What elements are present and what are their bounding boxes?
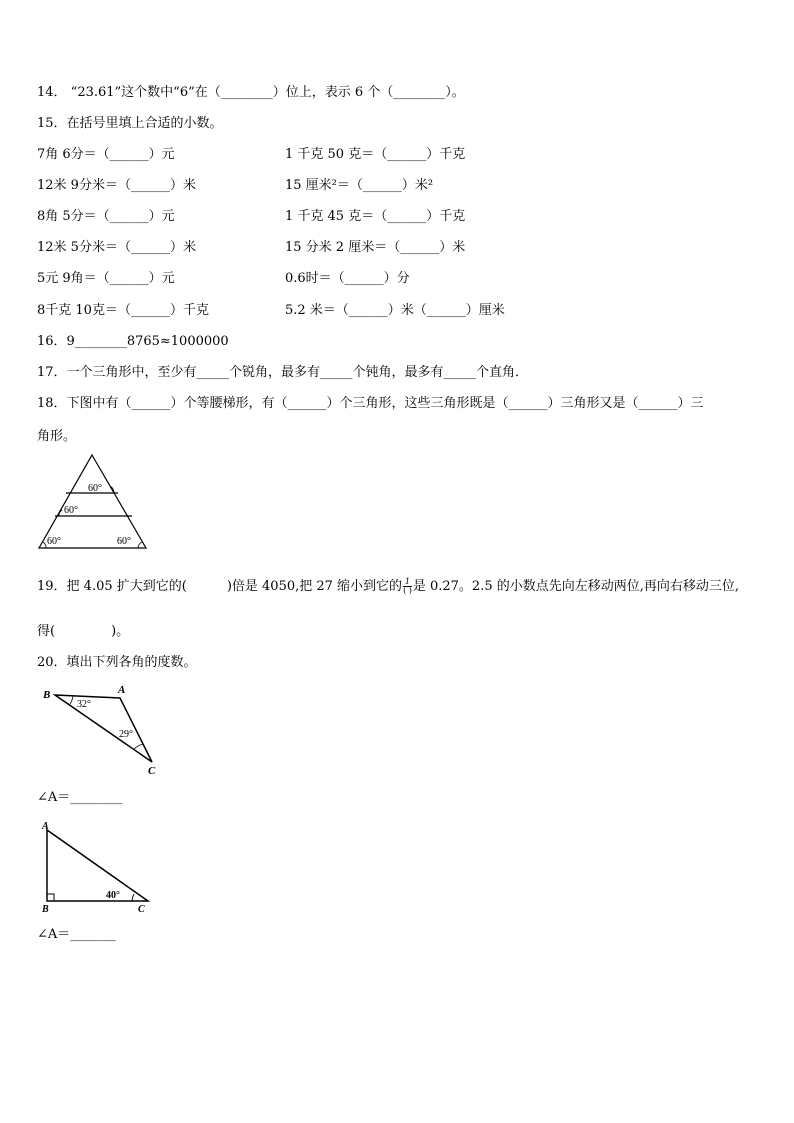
- vertex-label: C: [138, 904, 145, 915]
- vertex-label: C: [148, 765, 156, 777]
- question-14: 14． “23.61”这个数中“6”在（________）位上，表示 6 个（________）。: [37, 85, 465, 100]
- q15-left-item: 12米 5分米＝（______）米: [37, 240, 196, 255]
- question-18-line1: 18．下图中有（______）个等腰梯形，有（______）个三角形，这些三角形既是（______）三角形又是（______）三: [37, 396, 704, 411]
- angle-label: 32°: [77, 699, 91, 710]
- angle-label: 29°: [119, 729, 133, 740]
- question-18-line2: 角形。: [37, 429, 77, 444]
- vertex-label: B: [42, 904, 49, 915]
- q15-left-item: 8角 5分＝（______）元: [37, 209, 175, 224]
- q19-line2a: 得(: [37, 624, 56, 639]
- answer-angle-a-1: ∠A＝________: [37, 790, 123, 805]
- question-20-title: 20．填出下列各角的度数。: [37, 655, 197, 670]
- q15-left-item: 8千克 10克＝（______）千克: [37, 303, 209, 318]
- angle-label: 40°: [106, 890, 120, 901]
- q15-right-item: 1 千克 45 克＝（______）千克: [285, 209, 466, 224]
- angle-label: 60°: [47, 536, 61, 547]
- question-15-title: 15．在括号里填上合适的小数。: [37, 116, 223, 131]
- q19-part1: 19．把 4.05 扩大到它的(: [37, 579, 187, 594]
- q19-part3: 是 0.27。2.5 的小数点先向左移动两位,再向右移动三位,: [412, 579, 740, 594]
- question-19-line2: [37, 624, 129, 640]
- q15-right-item: 1 千克 50 克＝（______）千克: [285, 147, 466, 162]
- fraction: [403, 578, 412, 595]
- triangle-bac-figure: [38, 682, 168, 777]
- q15-right-item: 5.2 米＝（______）米（______）厘米: [285, 303, 505, 318]
- question-17: 17．一个三角形中，至少有_____个锐角，最多有_____个钝角，最多有_____个直角．: [37, 365, 529, 380]
- q19-part2: )倍是 4050,把 27 缩小到它的: [226, 579, 403, 594]
- q15-left-item: 5元 9角＝（______）元: [37, 271, 175, 286]
- vertex-label: A: [42, 821, 49, 832]
- q15-left-item: 12米 9分米＝（______）米: [37, 178, 196, 193]
- q15-right-item: 0.6时＝（______）分: [285, 271, 410, 286]
- right-triangle-abc-figure: [36, 820, 156, 914]
- fraction-denominator: ( ): [403, 586, 412, 595]
- triangle-trapezoid-figure: [36, 452, 150, 550]
- q15-right-item: 15 厘米²＝（______）米²: [285, 178, 434, 193]
- angle-label: 60°: [64, 505, 78, 516]
- q15-left-item: 7角 6分＝（______）元: [37, 147, 175, 162]
- q15-right-item: 15 分米 2 厘米＝（______）米: [285, 240, 466, 255]
- answer-angle-a-2: ∠A＝_______: [37, 927, 116, 942]
- vertex-label: A: [118, 684, 126, 696]
- question-19-line1: [37, 578, 739, 595]
- fraction-numerator: 1: [404, 577, 410, 586]
- q19-line2b: )。: [111, 624, 130, 639]
- angle-label: 60°: [88, 483, 102, 494]
- vertex-label: B: [43, 689, 51, 701]
- question-16: 16．9________8765≈1000000: [37, 334, 229, 349]
- angle-label: 60°: [117, 536, 131, 547]
